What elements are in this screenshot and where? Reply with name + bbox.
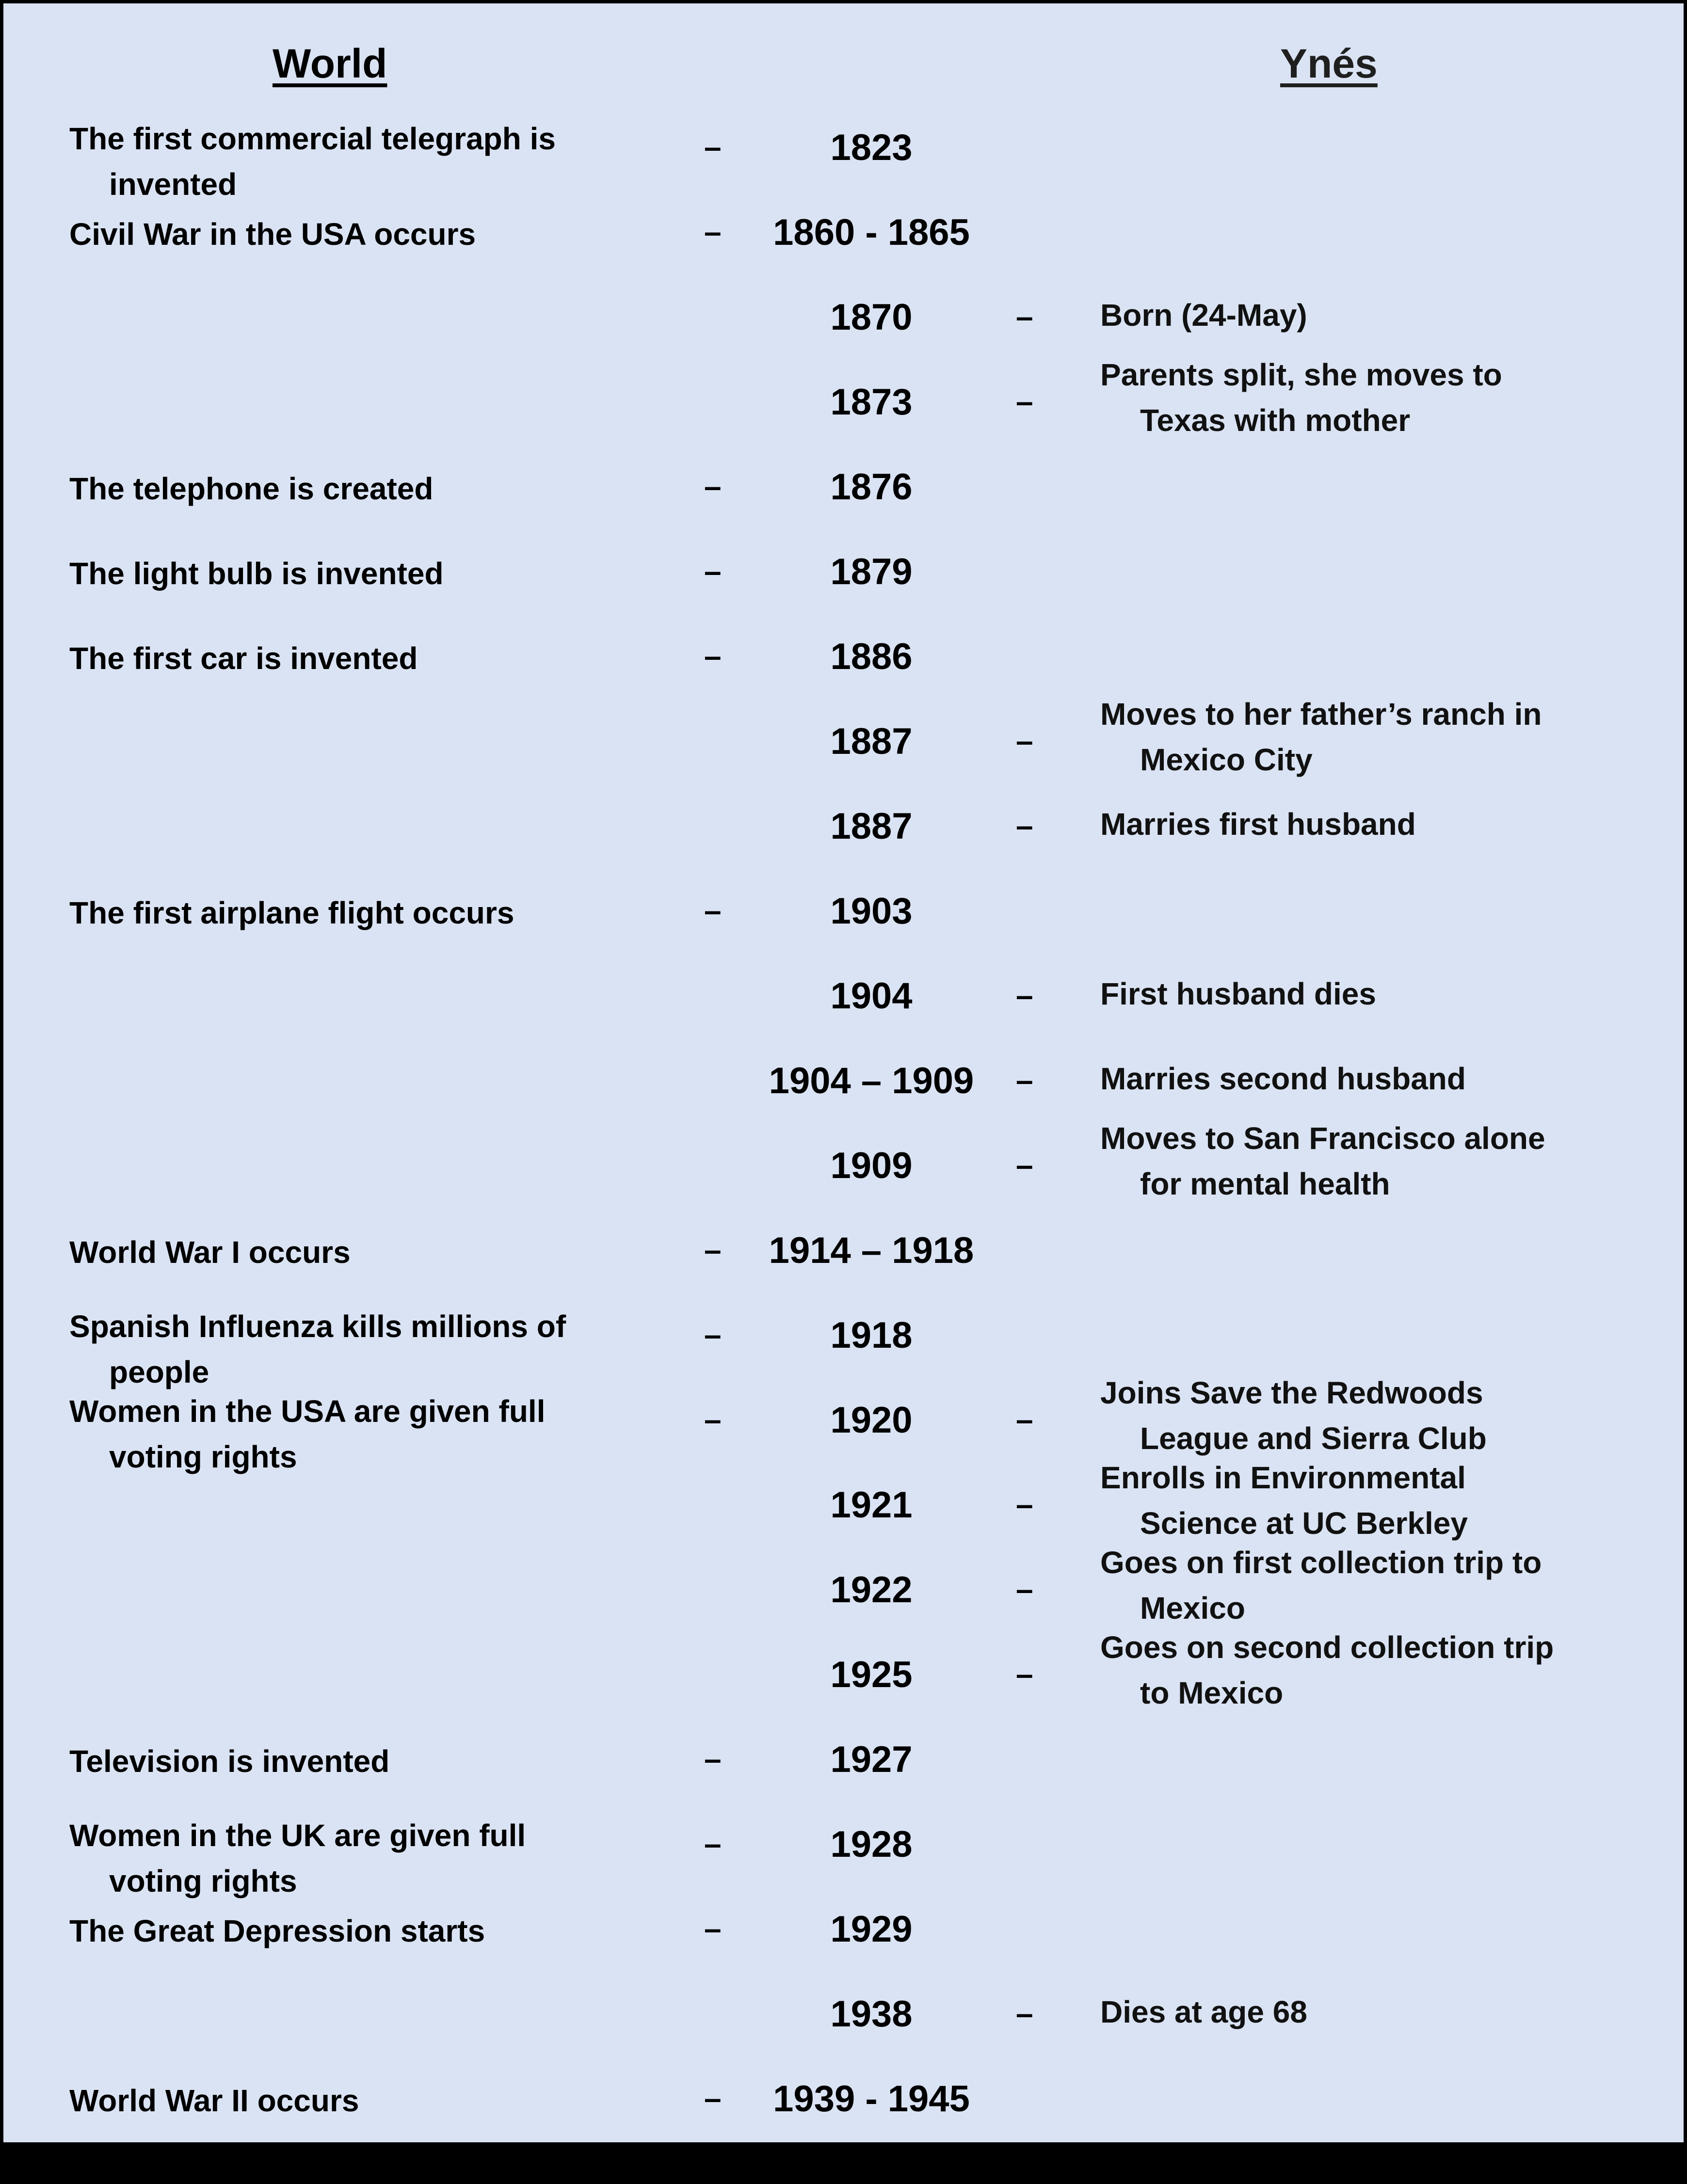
ynes-event [1100, 1625, 1672, 1716]
ynes-event [1100, 691, 1672, 782]
ynes-dash-separator: – [1016, 1572, 1033, 1607]
world-event-line: invented [109, 167, 237, 202]
timeline-row [3, 2078, 1684, 2184]
year-label: 1927 [830, 1739, 913, 1780]
world-event-line: The first commercial telegraph is [69, 121, 556, 156]
world-event-line: voting rights [109, 1439, 297, 1474]
year-label: 1879 [830, 551, 913, 592]
ynes-column-heading: Ynés [1280, 41, 1378, 86]
ynes-event-line: Goes on first collection trip to [1100, 1545, 1542, 1580]
year-label: 1929 [830, 1909, 913, 1950]
year-label: 1921 [830, 1484, 913, 1526]
world-event-line: voting rights [109, 1864, 297, 1898]
ynes-event [1100, 292, 1672, 338]
world-event [69, 890, 680, 936]
world-event [69, 1229, 680, 1275]
ynes-event [1100, 1455, 1672, 1546]
ynes-dash-separator: – [1016, 299, 1033, 334]
world-event [69, 1738, 680, 1784]
year-label: 1870 [830, 297, 913, 338]
year-label: 1904 – 1909 [769, 1060, 974, 1101]
world-column-heading: World [273, 41, 387, 86]
world-event-line: The Great Depression starts [69, 1913, 485, 1948]
year-label: 1873 [830, 382, 913, 423]
ynes-dash-separator: – [1016, 808, 1033, 843]
year-label: 1886 [830, 636, 913, 677]
year-label: 1887 [830, 721, 913, 762]
year-label: 1918 [830, 1315, 913, 1356]
world-event [69, 466, 680, 511]
year-label: 1904 [830, 975, 913, 1017]
world-event-line: The first airplane flight occurs [69, 895, 514, 930]
year-label: 1920 [830, 1400, 913, 1441]
ynes-event-line: Marries first husband [1100, 807, 1416, 842]
world-event [69, 1388, 680, 1480]
ynes-dash-separator: – [1016, 1487, 1033, 1522]
year-label: 1928 [830, 1824, 913, 1865]
year-label: 1909 [830, 1145, 913, 1186]
world-event-line: World War I occurs [69, 1235, 351, 1270]
world-dash-separator: – [704, 1741, 722, 1776]
world-dash-separator: – [704, 638, 722, 673]
year-label: 1922 [830, 1569, 913, 1610]
year-label: 1938 [830, 1993, 913, 2035]
ynes-event [1100, 1370, 1672, 1461]
world-event-line: Television is invented [69, 1744, 390, 1779]
world-dash-separator: – [704, 469, 722, 504]
ynes-dash-separator: – [1016, 1148, 1033, 1182]
world-event [69, 1813, 680, 1904]
ynes-event-line: First husband dies [1100, 976, 1376, 1011]
world-event [69, 2078, 680, 2123]
ynes-event-line: Dies at age 68 [1100, 1994, 1307, 2029]
ynes-dash-separator: – [1016, 1657, 1033, 1691]
world-event [69, 551, 680, 596]
world-dash-separator: – [704, 1317, 722, 1352]
ynes-event-line: Science at UC Berkley [1140, 1506, 1468, 1541]
year-label: 1903 [830, 891, 913, 932]
timeline-page [3, 3, 1684, 2142]
world-event-line: people [109, 1355, 209, 1389]
ynes-event-line: Parents split, she moves to [1100, 357, 1502, 392]
world-dash-separator: – [704, 893, 722, 928]
ynes-dash-separator: – [1016, 384, 1033, 419]
year-label: 1860 - 1865 [773, 212, 970, 253]
world-dash-separator: – [704, 214, 722, 249]
world-event-line: The telephone is created [69, 471, 434, 506]
world-dash-separator: – [704, 2081, 722, 2116]
ynes-event-line: Mexico City [1140, 742, 1313, 777]
world-event-line: The light bulb is invented [69, 556, 444, 591]
year-label: 1876 [830, 466, 913, 508]
ynes-event-line: League and Sierra Club [1140, 1421, 1487, 1456]
world-event [69, 636, 680, 681]
ynes-event [1100, 1056, 1672, 1101]
ynes-dash-separator: – [1016, 1402, 1033, 1437]
ynes-event-line: Moves to her father’s ranch in [1100, 697, 1542, 732]
ynes-dash-separator: – [1016, 1996, 1033, 2031]
world-dash-separator: – [704, 129, 722, 164]
world-dash-separator: – [704, 1402, 722, 1437]
year-label: 1914 – 1918 [769, 1230, 974, 1271]
ynes-event [1100, 1116, 1672, 1207]
ynes-event [1100, 352, 1672, 443]
ynes-event [1100, 1989, 1672, 2035]
year-label: 1823 [830, 127, 913, 168]
year-label: 1887 [830, 806, 913, 847]
ynes-event-line: Joins Save the Redwoods [1100, 1375, 1483, 1410]
ynes-dash-separator: – [1016, 1063, 1033, 1098]
ynes-event-line: Goes on second collection trip [1100, 1630, 1554, 1665]
world-event [69, 211, 680, 257]
world-event [69, 1304, 680, 1395]
ynes-event [1100, 1540, 1672, 1631]
world-event-line: Women in the USA are given full [69, 1394, 546, 1429]
world-event-line: Spanish Influenza kills millions of [69, 1309, 566, 1344]
world-dash-separator: – [704, 1232, 722, 1267]
world-event-line: The first car is invented [69, 641, 418, 676]
ynes-event-line: Born (24-May) [1100, 298, 1307, 333]
ynes-event-line: Marries second husband [1100, 1061, 1466, 1096]
ynes-dash-separator: – [1016, 723, 1033, 758]
ynes-event [1100, 971, 1672, 1017]
ynes-event-line: to Mexico [1140, 1675, 1284, 1710]
ynes-event-line: Mexico [1140, 1591, 1245, 1626]
world-event [69, 116, 680, 207]
world-event-line: Women in the UK are given full [69, 1818, 526, 1853]
world-event-line: Civil War in the USA occurs [69, 217, 476, 252]
ynes-event [1100, 801, 1672, 847]
world-event [69, 1908, 680, 1954]
ynes-dash-separator: – [1016, 978, 1033, 1013]
year-label: 1939 - 1945 [773, 2078, 970, 2120]
world-event-line: World War II occurs [69, 2083, 359, 2118]
world-dash-separator: – [704, 1911, 722, 1946]
ynes-event-line: Texas with mother [1140, 403, 1411, 438]
year-label: 1925 [830, 1654, 913, 1695]
ynes-event-line: Moves to San Francisco alone [1100, 1121, 1545, 1156]
ynes-event-line: for mental health [1140, 1166, 1390, 1201]
world-dash-separator: – [704, 1826, 722, 1861]
world-dash-separator: – [704, 554, 722, 589]
ynes-event-line: Enrolls in Environmental [1100, 1460, 1466, 1495]
